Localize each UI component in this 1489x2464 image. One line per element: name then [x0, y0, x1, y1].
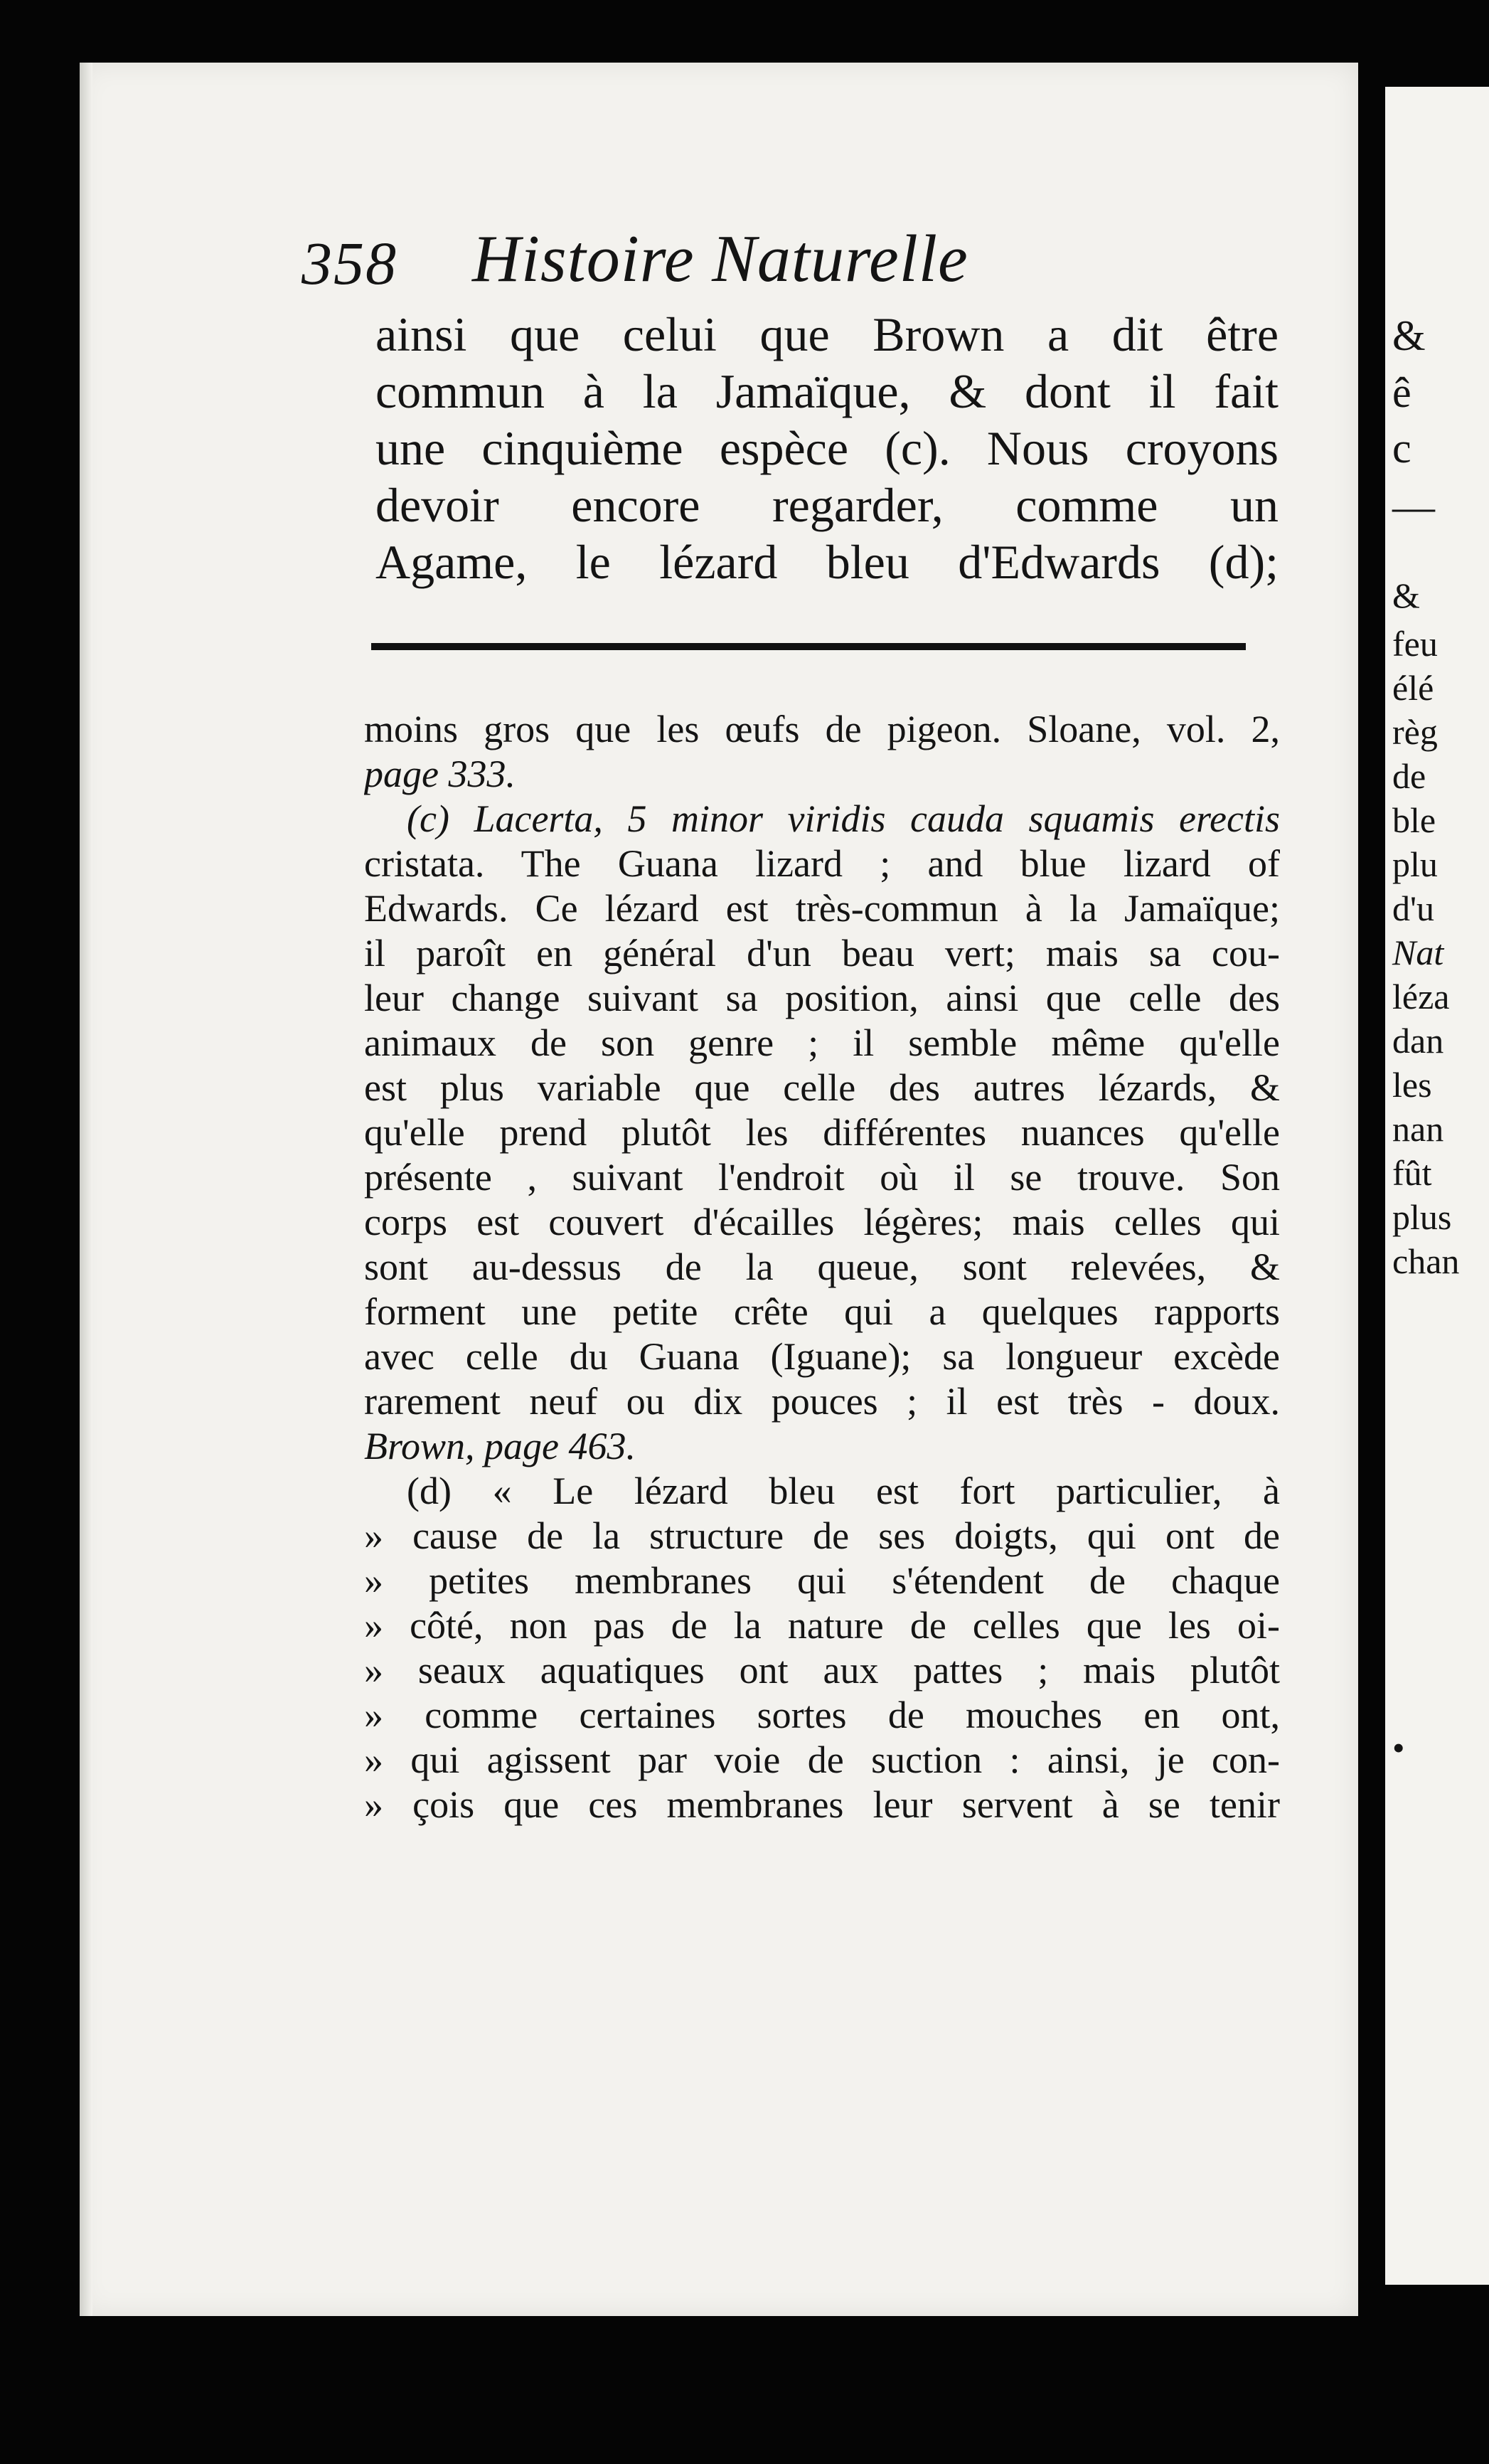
facing-fragment: dan	[1392, 1021, 1444, 1061]
main-text-line: une cinquième espèce (c). Nous croyons	[375, 421, 1279, 475]
footnote-c-lead: (c) Lacerta, 5 minor viridis cauda squamis erectis	[407, 797, 1280, 840]
footnote-line: » petites membranes qui s'étendent de chaque	[364, 1559, 1280, 1602]
footnote-line: page 333.	[364, 753, 516, 795]
footnote-line: rarement neuf ou dix pouces ; il est très - doux.	[364, 1380, 1280, 1423]
main-text	[375, 306, 1279, 590]
main-text-line: ainsi que celui que Brown a dit être	[375, 307, 1279, 361]
facing-fragment: ble	[1392, 800, 1436, 840]
page-edge	[80, 63, 92, 2316]
facing-fragment: les	[1392, 1065, 1432, 1105]
footnote-line: forment une petite crête qui a quelques rapports	[364, 1290, 1280, 1333]
facing-fragment: de	[1392, 756, 1426, 796]
footnote-line: est plus variable que celle des autres lézards, &	[364, 1066, 1280, 1109]
footnote-line: » seaux aquatiques ont aux pattes ; mais plutôt	[364, 1649, 1280, 1692]
footnote-line: sont au-dessus de la queue, sont relevées, &	[364, 1246, 1280, 1288]
footnote-line: Edwards. Ce lézard est très-commun à la Jamaïque;	[364, 887, 1280, 930]
footnote-line: avec celle du Guana (Iguane); sa longueur excède	[364, 1335, 1280, 1378]
facing-fragment: &	[1392, 312, 1426, 359]
footnote-line: » côté, non pas de la nature de celles que les oi-	[364, 1604, 1280, 1647]
facing-fragment: chan	[1392, 1241, 1460, 1281]
facing-fragment: —	[1392, 483, 1435, 530]
footnote-rule	[371, 643, 1246, 650]
footnote-line: animaux de son genre ; il semble même qu'elle	[364, 1021, 1280, 1064]
footnotes	[364, 707, 1280, 1827]
facing-fragment: c	[1392, 425, 1411, 472]
main-text-line: devoir encore regarder, comme un	[375, 478, 1279, 532]
footnote-line: corps est couvert d'écailles légères; mais celles qui	[364, 1201, 1280, 1243]
page-header	[301, 221, 1084, 299]
footnote-line: présente , suivant l'endroit où il se trouve. Son	[364, 1156, 1280, 1199]
facing-fragment: élé	[1392, 668, 1434, 708]
facing-fragment: nan	[1392, 1109, 1444, 1149]
facing-fragment: règ	[1392, 712, 1438, 752]
facing-fragment: fût	[1392, 1153, 1432, 1193]
facing-fragment: plu	[1392, 844, 1438, 884]
footnote-line: il paroît en général d'un beau vert; mais sa cou-	[364, 932, 1280, 975]
facing-fragment: léza	[1392, 977, 1450, 1016]
page-number: 358	[301, 229, 397, 297]
footnote-line: cristata. The Guana lizard ; and blue lizard of	[364, 842, 1280, 885]
facing-fragment: ê	[1392, 369, 1411, 416]
footnote-line: » comme certaines sortes de mouches en ont,	[364, 1694, 1280, 1736]
facing-fragment: Nat	[1392, 933, 1444, 972]
footnote-line: » qui agissent par voie de suction : ainsi, je con-	[364, 1738, 1280, 1781]
facing-fragment: d'u	[1392, 888, 1435, 928]
footnote-line: moins gros que les œufs de pigeon. Sloane, vol. 2,	[364, 708, 1280, 750]
footnote-d-lead: (d) « Le lézard bleu est fort particulier, à	[407, 1470, 1280, 1512]
facing-fragment: &	[1392, 575, 1420, 615]
main-text-line: commun à la Jamaïque, & dont il fait	[375, 364, 1279, 418]
facing-fragment: plus	[1392, 1197, 1452, 1237]
facing-fragment: •	[1392, 1728, 1405, 1768]
footnote-line: leur change suivant sa position, ainsi que celle des	[364, 977, 1280, 1019]
footnote-line: Brown, page 463.	[364, 1425, 636, 1467]
footnote-line: » cause de la structure de ses doigts, qui ont de	[364, 1514, 1280, 1557]
footnote-line: » çois que ces membranes leur servent à se tenir	[364, 1783, 1280, 1826]
main-text-line: Agame, le lézard bleu d'Edwards (d);	[375, 535, 1279, 589]
footnote-line: qu'elle prend plutôt les différentes nuances qu'elle	[364, 1111, 1280, 1154]
running-title: Histoire Naturelle	[472, 222, 968, 296]
facing-fragment: feu	[1392, 624, 1438, 664]
facing-page-fragment	[1385, 87, 1489, 2285]
